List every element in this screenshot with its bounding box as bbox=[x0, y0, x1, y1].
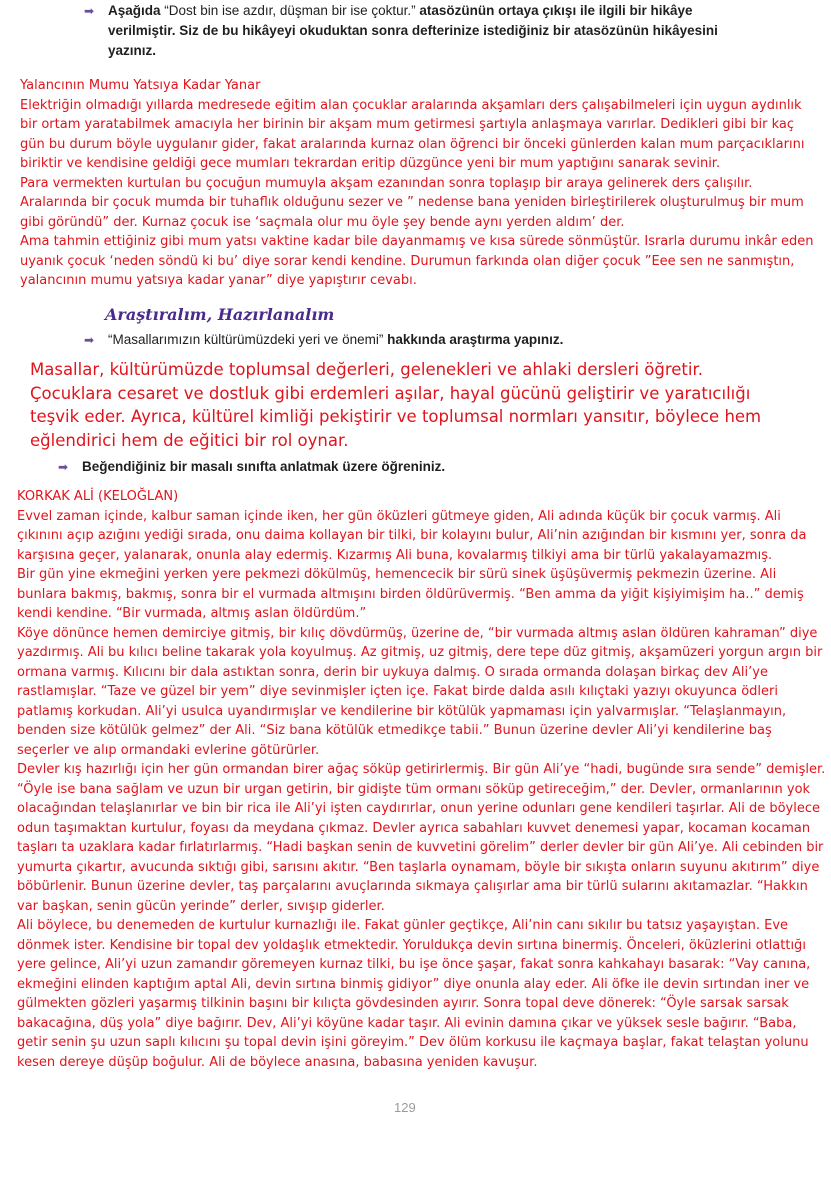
arrow-right-icon: ➡ bbox=[84, 333, 95, 347]
story-paragraph: Devler kış hazırlığı için her gün ormandan birer ağaç söküp getirirlermiş. Bir gün Ali’ye “hadi, bugünde sıra sende” demişler. “Öyle ise bana sağlam ve uzun bir urgan getirin, bir gidişte tüm ormanı söküp getireceğim,” der. Devler, ormanlarının yok olacağından telaşlanırlar ve bin bir rica ile Ali’yi işten caydırırlar, onun yerine odunları gene kendileri taşırlar. Ali de böylece odun taşımaktan kurtulur, foyası da meydana çıkmaz. Devler ayrıca sabahları kuvvet denemesi yapar, kocaman kocaman taşları ta uzaklara kadar fırlatırlarmış. “Hadi başkan senin de kuvvetini görelim” derler devler bir gün Ali’ye. Ali cebinden bir yumurta çıkartır, avucunda sıktığı gibi, sarısını akıtır. “Ben taşlarla oynamam, böyle bir sıkışta onların suyunu akıtırım” diye böbürlenir. Bunun üzerine devler, taş parçalarını avuçlarında sıkmaya çalışırlar ama bir türlü sularını akıtamazlar. “Hakkın var başkan, senin gücün yerinde” derler, sıvışıp giderler. bbox=[17, 762, 826, 914]
task-quote: “Masallarımızın kültürümüzdeki yeri ve önemi” bbox=[108, 332, 384, 347]
story-paragraph: Köye dönünce hemen demirciye gitmiş, bir kılıç dövdürmüş, üzerine de, “bir vurmada altmış aslan öldüren kahraman” diye yazdırmış. Ali bu kılıcı beline takarak yola koyulmuş. Az gitmiş, uz gitmiş, dere tepe düz gitmiş, akşamüzeri yorgun argın bir ormana varmış. Kılıcını bir dala astıktan sonra, derin bir uykuya dalmış. O sırada ormanda dolaşan birkaç dev Ali’ye rastlamışlar. “Taze ve güzel bir yem” diye sevinmişler içten içe. Fakat birde dalda asılı kılıçtaki yazıyı okuyunca ödleri patlamış korkudan. Ali’yi usulca uyandırmışlar ve kendilerine bir kötülük yapmaması için yalvarmışlar. “Telaşlanmayın, benden size kötülük gelmez” der Ali. “Siz bana kötülük etmedikçe tabii.” Bunun üzerine devler Ali’yi kendilerine baş seçerler ve alıp ormandaki evlerine götürürler. bbox=[17, 625, 823, 758]
arrow-right-icon: ➡ bbox=[84, 4, 95, 18]
task-bold: hakkında araştırma yapınız. bbox=[383, 332, 564, 347]
story-paragraph: Aralarında bir çocuk mumda bir tuhaflık olduğunu sezer ve ” nedense bana yeniden birleştirilerek oluşturulmuş bir mum gibi göründü” der. Kurnaz çocuk ise ‘saçmala olur mu öyle şey bende aynı yerden aldım’ der. bbox=[20, 195, 804, 230]
story-yalancinin-mumu bbox=[20, 76, 820, 291]
story-paragraph: Ali böylece, bu denemeden de kurtulur kurnazlığı ile. Fakat günler geçtikçe, Ali’nin canı sıkılır bu tatsız yaşayıştan. Eve dönmek ister. Kendisine bir topal dev yoldaşlık etmektedir. Yoruldukça devin sırtına binermiş. Önceleri, öküzlerini otlattığı yere gelince, Ali’yi uzun zamandır göremeyen kurnaz tilki, bu işe önce şaşar, fakat sonra kahkahayı basarak: “Vay canına, ekmeğini elinden kaptığım aptal Ali, devin sırtına binmiş gidiyor” diye onunla alay eder. Ali öfke ile devin sırtından iner ve gülmekten gözleri yaşarmış tilkinin başını bir kılıçta gövdesinden ayırır. Sonra topal deve dönerek: “Öyle sarsak sarsak bakacağına, düş yola” diye bağırır. Dev, Ali’yi köyüne kadar taşır. Ali evinin damına çıkar ve yüksek sesle bağırır. “Baba, getir senin şu uzun saplı kılıcını şu topal devin işini göreyim.” Dev ölüm korkusu ile kaçmaya başlar, fakat telaştan yolunu kesen dereye düşüp boğulur. Ali de böylece anasına, babasına yeniden kavuşur. bbox=[17, 918, 811, 1070]
task-text bbox=[84, 1, 744, 61]
story-paragraph: Ama tahmin ettiğiniz gibi mum yatsı vaktine kadar bile dayanmamış ve kısa sürede sönmüştür. Israrla durumu inkâr eden uyanık çocuk ‘neden söndü ki bu’ diye sorar kendi kendine. Durumun farkında olan diğer çocuk ”Eee sen ne sanmıştın, yalancının mumu yatsıya kadar yanar” diye yapıştırır cevabı. bbox=[20, 234, 814, 288]
page-number: 129 bbox=[394, 1100, 416, 1115]
section-heading: Araştıralım, Hazırlanalım bbox=[105, 305, 335, 324]
task-text bbox=[58, 457, 718, 477]
story-title: KORKAK ALİ (KELOĞLAN) bbox=[17, 489, 179, 504]
answer-masallar: Masallar, kültürümüzde toplumsal değerleri, gelenekleri ve ahlaki dersleri öğretir. Çocuklara cesaret ve dostluk gibi erdemleri aşılar, hayal gücünü geliştirir ve yaratıcılığı teşvik eder. Ayrıca, kültürel kimliği pekiştirir ve toplumsal normları yansıtır, böylece hem eğlendirici hem de eğitici bir rol oynar. bbox=[30, 360, 762, 450]
task-instruction-1 bbox=[84, 1, 744, 61]
task-prefix: Aşağıda bbox=[108, 3, 165, 18]
story-paragraph: Bir gün yine ekmeğini yerken yere pekmezi dökülmüş, hemencecik bir sürü sinek üşüşüvermiş pekmezin üzerine. Ali bunlara bakmış, bakmış, sonra bir el vurmada altmışını birden öldürüvermiş. “Ben amma da yiğit kişiyimişim ha..” demiş kendi kendine. “Bir vurmada, altmış aslan öldürdüm.” bbox=[17, 567, 804, 621]
task-bold: atasözünün ortaya çıkışı ile ilgili bir hikâye verilmiştir. Siz de bu hikâyeyi okuduktan sonra defterinize istediğiniz bir atasözünün hikâyesini yazınız. bbox=[108, 3, 718, 58]
task-instruction-3 bbox=[58, 457, 718, 477]
story-paragraph: Evvel zaman içinde, kalbur saman içinde iken, her gün öküzleri gütmeye giden, Ali adında küçük bir çocuk varmış. Ali çıkınını açıp azığını yediği sırada, onu daima kollayan bir tilki, bir kolayını bulur, Ali’nin azığından bir kısmını yer, sonra da karşısına geçer, yalanarak, onunla alay edermiş. Kızarmış Ali buna, kovalarmış tilkiyi ama bir türlü yakalayamazmış. bbox=[17, 508, 807, 563]
story-paragraph: Para vermekten kurtulan bu çocuğun mumuyla akşam ezanından sonra toplaşıp bir araya gelinerek ders çalışılır. bbox=[20, 175, 753, 191]
task-instruction-2 bbox=[84, 330, 744, 350]
task-bold: Beğendiğiniz bir masalı sınıfta anlatmak üzere öğreniniz. bbox=[82, 459, 446, 474]
task-quote: “Dost bin ise azdır, düşman bir ise çoktur.” bbox=[164, 3, 416, 18]
story-paragraph: Elektriğin olmadığı yıllarda medresede eğitim alan çocuklar aralarında akşamları ders çalışabilmeleri için uygun aydınlık bir ortam yaratabilmek amacıyla her birinin bir akşam mum getirmesi şartıyla anlaşmaya varırlar. Dedikleri gibi bir kaç gün bu durum böyle uygulanır gider, fakat aralarında kurnaz olan öğrenci bir önceki günlerden kalan mum parçacıklarını biriktir ve kendisine geldiği gece mumları tekrardan eritip düzgünce yeni bir mum yaptığını sanarak sevinir. bbox=[20, 97, 805, 171]
task-text bbox=[84, 330, 744, 350]
story-korkak-ali bbox=[17, 487, 827, 1072]
story-title: Yalancının Mumu Yatsıya Kadar Yanar bbox=[20, 78, 261, 93]
arrow-right-icon: ➡ bbox=[58, 460, 69, 474]
